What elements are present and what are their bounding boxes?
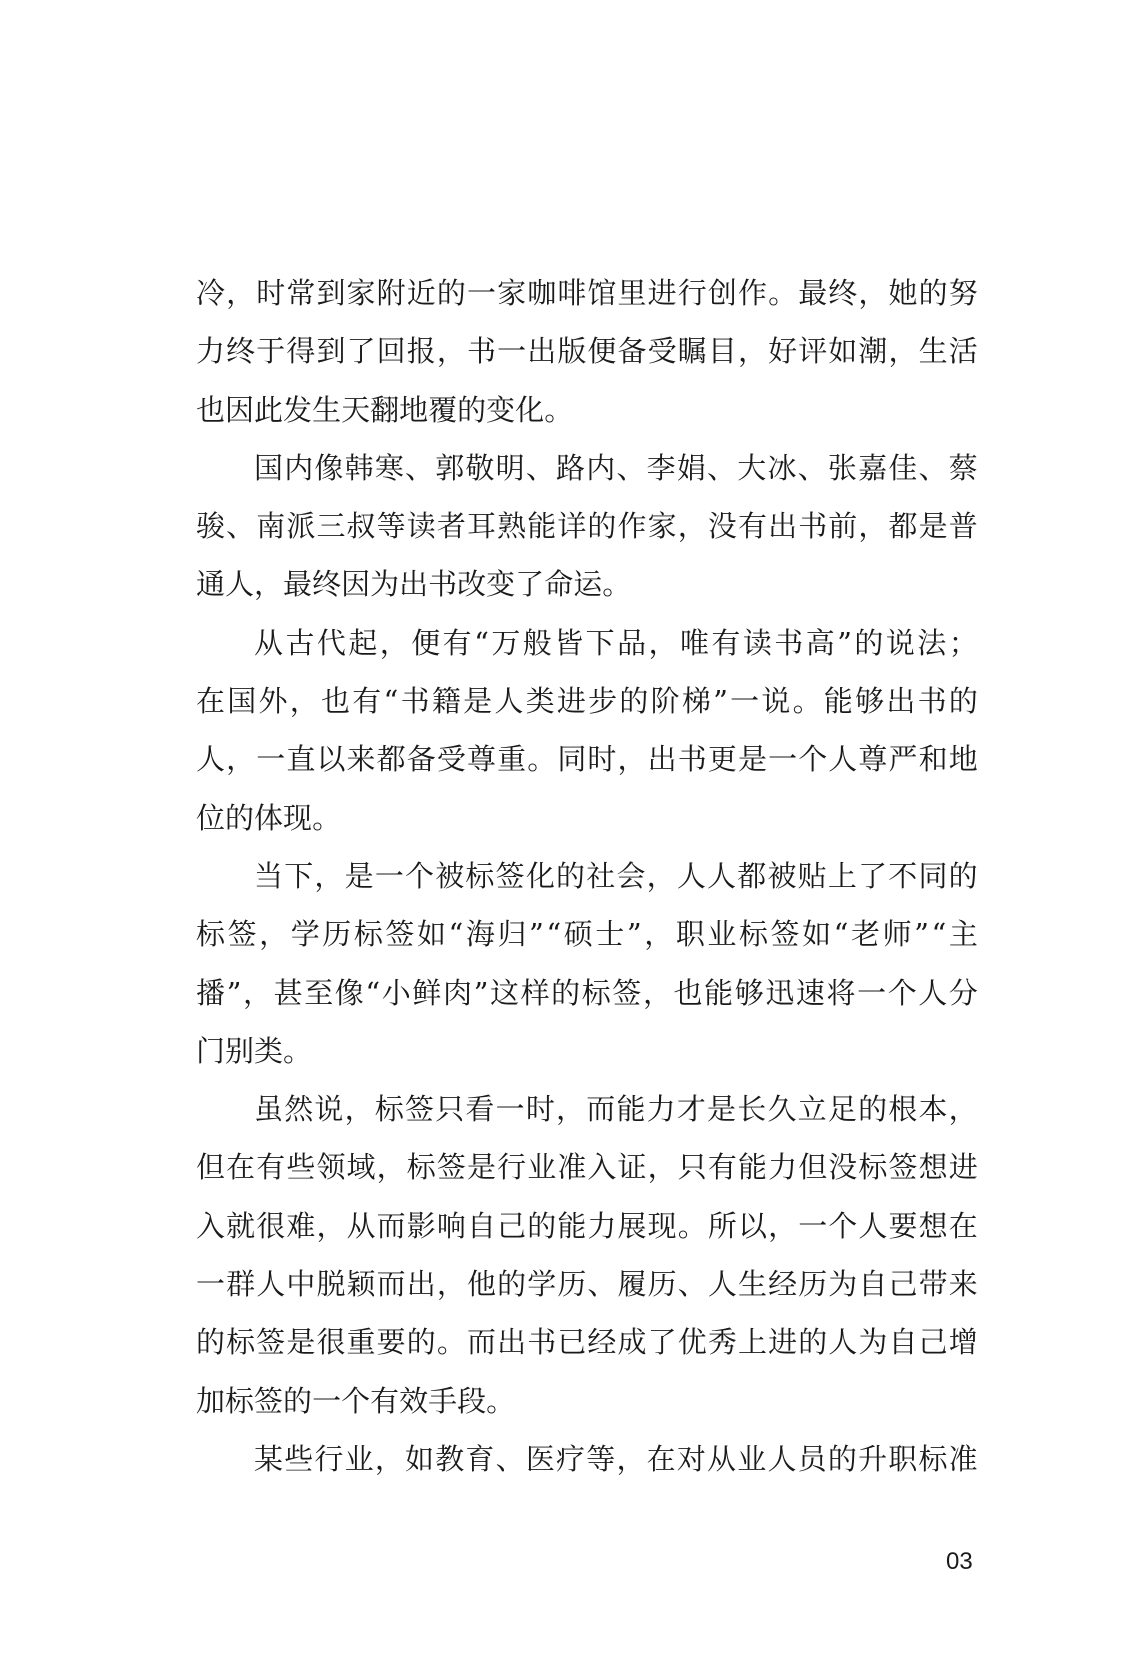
paragraph (196, 1430, 978, 1488)
text-line: 国 内 像 韩 寒 、 郭 敬 明 、 路 内 、 李 娟 、 大 冰 、 张 嘉 佳 、 蔡 (254, 450, 978, 485)
paragraph (196, 614, 978, 847)
paragraph (196, 264, 978, 439)
text-line: 从 古 代 起 ， 便 有 “ 万 般 皆 下 品 ， 唯 有 读 书 高 ” 的 说 法 ； (254, 625, 978, 660)
text-line: 某 些 行 业 ， 如 教 育 、 医 疗 等 ， 在 对 从 业 人 员 的 升 职 标 准 (254, 1441, 978, 1476)
paragraph (196, 1080, 978, 1430)
text-line: 加 标 签 的 一 个 有 效 手 段 。 (196, 1383, 516, 1418)
text-line: 冷 ， 时 常 到 家 附 近 的 一 家 咖 啡 馆 里 进 行 创 作 。 最 终 ， 她 的 努 (196, 276, 978, 310)
text-line: 人 ， 一 直 以 来 都 备 受 尊 重 。 同 时 ， 出 书 更 是 一 个 人 尊 严 和 地 (196, 742, 978, 777)
text-line: 当 下 ， 是 一 个 被 标 签 化 的 社 会 ， 人 人 都 被 贴 上 了 不 同 的 (254, 858, 978, 893)
text-line: 播 ” ， 甚 至 像 “ 小 鲜 肉 ” 这 样 的 标 签 ， 也 能 够 迅 速 将 一 个 人 分 (196, 975, 978, 1010)
page-number: 03 (946, 1548, 973, 1575)
text-line: 入 就 很 难 ， 从 而 影 响 自 己 的 能 力 展 现 。 所 以 ， 一 个 人 要 想 在 (196, 1208, 978, 1243)
text-line: 的 标 签 是 很 重 要 的 。 而 出 书 已 经 成 了 优 秀 上 进 的 人 为 自 己 增 (196, 1325, 978, 1360)
text-line: 位 的 体 现 。 (196, 800, 342, 835)
text-line: 门 别 类 。 (196, 1033, 313, 1068)
text-line: 一 群 人 中 脱 颖 而 出 ， 他 的 学 历 、 履 历 、 人 生 经 历 为 自 己 带 来 (196, 1267, 978, 1302)
text-line: 标 签 ， 学 历 标 签 如 “ 海 归 ” “ 硕 士 ” ， 职 业 标 签 如 “ 老 师 ” “ 主 (196, 917, 978, 952)
text-line: 虽 然 说 ， 标 签 只 看 一 时 ， 而 能 力 才 是 长 久 立 足 的 根 本 ， (254, 1092, 978, 1127)
text-line: 在 国 外 ， 也 有 “ 书 籍 是 人 类 进 步 的 阶 梯 ” 一 说 。 能 够 出 书 的 (196, 684, 978, 719)
text-line: 通 人 ， 最 终 因 为 出 书 改 变 了 命 运 。 (196, 567, 632, 602)
text-line: 但 在 有 些 领 域 ， 标 签 是 行 业 准 入 证 ， 只 有 能 力 但 没 标 签 想 进 (196, 1150, 978, 1185)
text-line: 力 终 于 得 到 了 回 报 ， 书 一 出 版 便 备 受 瞩 目 ， 好 评 如 潮 ， 生 活 (196, 334, 978, 369)
text-line: 也 因 此 发 生 天 翻 地 覆 的 变 化 。 (196, 392, 574, 427)
text-line: 骏 、 南 派 三 叔 等 读 者 耳 熟 能 详 的 作 家 ， 没 有 出 书 前 ， 都 是 普 (196, 509, 978, 544)
body-text (196, 264, 978, 1488)
paragraph (196, 847, 978, 1080)
paragraph (196, 439, 978, 614)
